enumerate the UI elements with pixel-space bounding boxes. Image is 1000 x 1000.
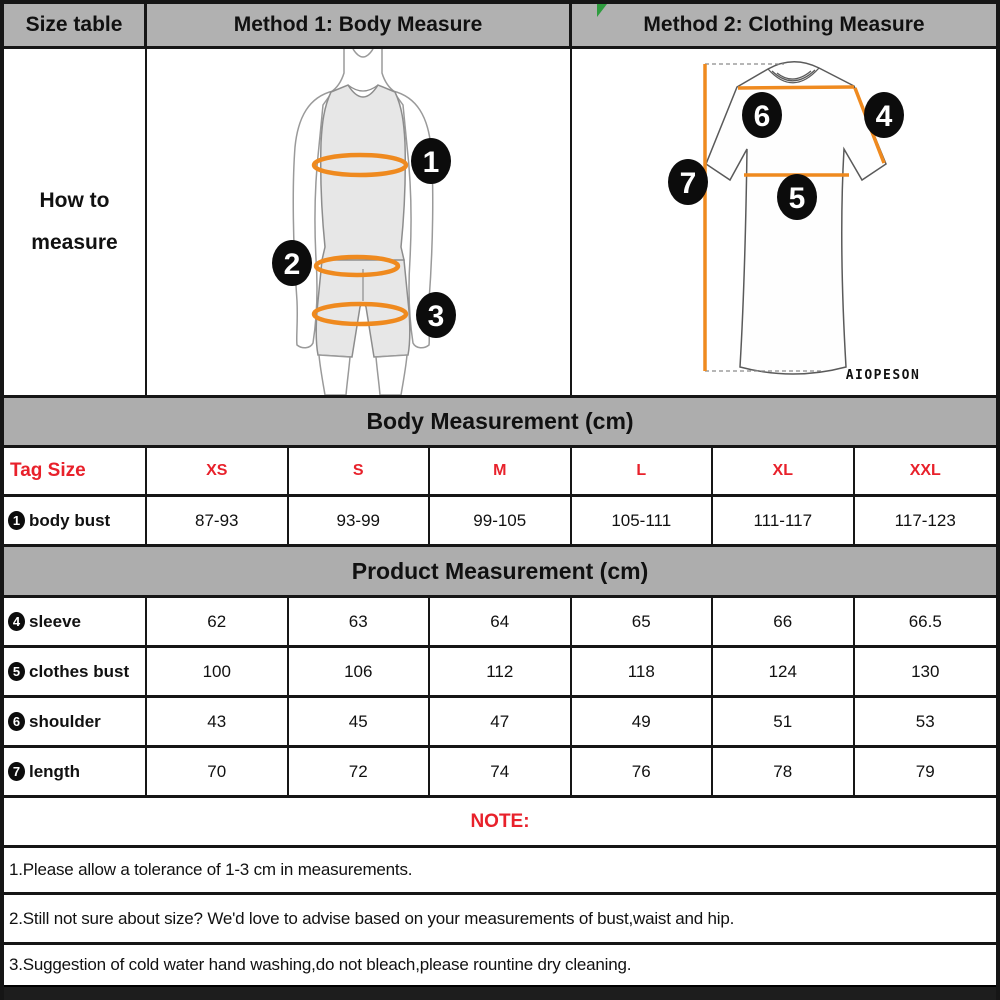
cell-value: 118 bbox=[572, 648, 714, 695]
tshirt-drawing bbox=[572, 49, 996, 395]
cell-value: 76 bbox=[572, 748, 714, 795]
cell-value: 130 bbox=[911, 661, 940, 681]
cell-value: 47 bbox=[430, 698, 572, 745]
cell-value: 87-93 bbox=[147, 497, 289, 544]
table-row-clothes-bust bbox=[4, 648, 996, 698]
cell-value: 117-123 bbox=[894, 510, 956, 530]
circled-6-icon: 6 bbox=[8, 712, 25, 731]
how-to-measure-cell bbox=[4, 49, 147, 395]
cell-value: 112 bbox=[430, 648, 572, 695]
header-method1: Method 1: Body Measure bbox=[147, 4, 572, 46]
cell-value: 51 bbox=[713, 698, 855, 745]
table-row-body-bust bbox=[4, 497, 996, 547]
size-xxl: XXL bbox=[909, 462, 941, 479]
body-measure-illustration bbox=[147, 49, 572, 395]
cell-value: 111-117 bbox=[713, 497, 855, 544]
cell-value: 100 bbox=[147, 648, 289, 695]
row-label-clothes-bust bbox=[4, 648, 147, 695]
header-method2: Method 2: Clothing Measure bbox=[572, 4, 996, 46]
circled-5-icon: 5 bbox=[8, 662, 25, 681]
body-measurement-header: Body Measurement (cm) bbox=[4, 398, 996, 448]
table-row-shoulder bbox=[4, 698, 996, 748]
cell-value: 63 bbox=[289, 598, 431, 645]
clothing-measure-illustration bbox=[572, 49, 996, 395]
circled-7-icon: 7 bbox=[8, 762, 25, 781]
header-size-table: Size table bbox=[4, 4, 147, 46]
cell-value: 49 bbox=[572, 698, 714, 745]
badge-4-number: 4 bbox=[875, 100, 893, 133]
cell-value: 72 bbox=[289, 748, 431, 795]
brand-label: AIOPESON bbox=[845, 368, 921, 383]
chin-outline bbox=[353, 49, 373, 57]
row-label-text: clothes bust bbox=[29, 661, 130, 681]
circled-1-icon: 1 bbox=[8, 511, 25, 530]
badge-1-number: 1 bbox=[422, 146, 440, 179]
cell-value: 62 bbox=[147, 598, 289, 645]
tag-size-label: Tag Size bbox=[4, 448, 147, 494]
size-l: L bbox=[572, 448, 714, 494]
row-label-text: sleeve bbox=[29, 611, 81, 631]
cell-value: 43 bbox=[147, 698, 289, 745]
illustration-row bbox=[4, 49, 996, 398]
bottom-border-bar bbox=[4, 985, 996, 1000]
cell-value: 106 bbox=[289, 648, 431, 695]
badge-7-number: 7 bbox=[679, 167, 697, 200]
body-figure-drawing bbox=[147, 49, 570, 395]
row-label-text: shoulder bbox=[29, 711, 101, 731]
product-measurement-header: Product Measurement (cm) bbox=[4, 547, 996, 598]
badge-3-number: 3 bbox=[427, 300, 445, 333]
cell-value: 45 bbox=[289, 698, 431, 745]
note-line-1: 1.Please allow a tolerance of 1-3 cm in measurements. bbox=[4, 848, 996, 895]
cell-value: 105-111 bbox=[572, 497, 714, 544]
row-label-shoulder bbox=[4, 698, 147, 745]
note-line-3: 3.Suggestion of cold water hand washing,do not bleach,please rountine dry cleaning. bbox=[4, 945, 996, 985]
header-row bbox=[4, 4, 996, 49]
left-leg bbox=[319, 355, 350, 395]
size-xs: XS bbox=[147, 448, 289, 494]
badge-6-number: 6 bbox=[753, 100, 771, 133]
cell-value: 79 bbox=[915, 761, 935, 781]
cell-value: 64 bbox=[430, 598, 572, 645]
how-to-measure-label: How to measure bbox=[31, 189, 118, 254]
badge-2-number: 2 bbox=[283, 248, 301, 281]
size-m: M bbox=[430, 448, 572, 494]
green-corner-artifact bbox=[597, 4, 607, 17]
circled-4-icon: 4 bbox=[8, 612, 25, 631]
shoulder-line bbox=[738, 87, 854, 88]
badge-5-number: 5 bbox=[788, 182, 806, 215]
cell-value: 65 bbox=[572, 598, 714, 645]
cell-value: 53 bbox=[915, 711, 935, 731]
table-row-length bbox=[4, 748, 996, 798]
cell-value: 93-99 bbox=[289, 497, 431, 544]
note-title: NOTE: bbox=[4, 798, 996, 848]
row-label-text: body bust bbox=[29, 510, 111, 530]
cell-value: 74 bbox=[430, 748, 572, 795]
right-leg bbox=[376, 355, 407, 395]
row-label-text: length bbox=[29, 761, 80, 781]
note-line-2: 2.Still not sure about size? We'd love to advise based on your measurements of bust,waist and hip. bbox=[4, 895, 996, 945]
cell-value: 66 bbox=[713, 598, 855, 645]
size-s: S bbox=[289, 448, 431, 494]
row-label-length bbox=[4, 748, 147, 795]
row-label-sleeve bbox=[4, 598, 147, 645]
tag-size-row bbox=[4, 448, 996, 497]
cell-value: 70 bbox=[147, 748, 289, 795]
cell-value: 78 bbox=[713, 748, 855, 795]
cell-value: 66.5 bbox=[908, 611, 942, 631]
row-label-body-bust bbox=[4, 497, 147, 544]
size-xl: XL bbox=[713, 448, 855, 494]
cell-value: 124 bbox=[713, 648, 855, 695]
table-row-sleeve bbox=[4, 598, 996, 648]
cell-value: 99-105 bbox=[430, 497, 572, 544]
